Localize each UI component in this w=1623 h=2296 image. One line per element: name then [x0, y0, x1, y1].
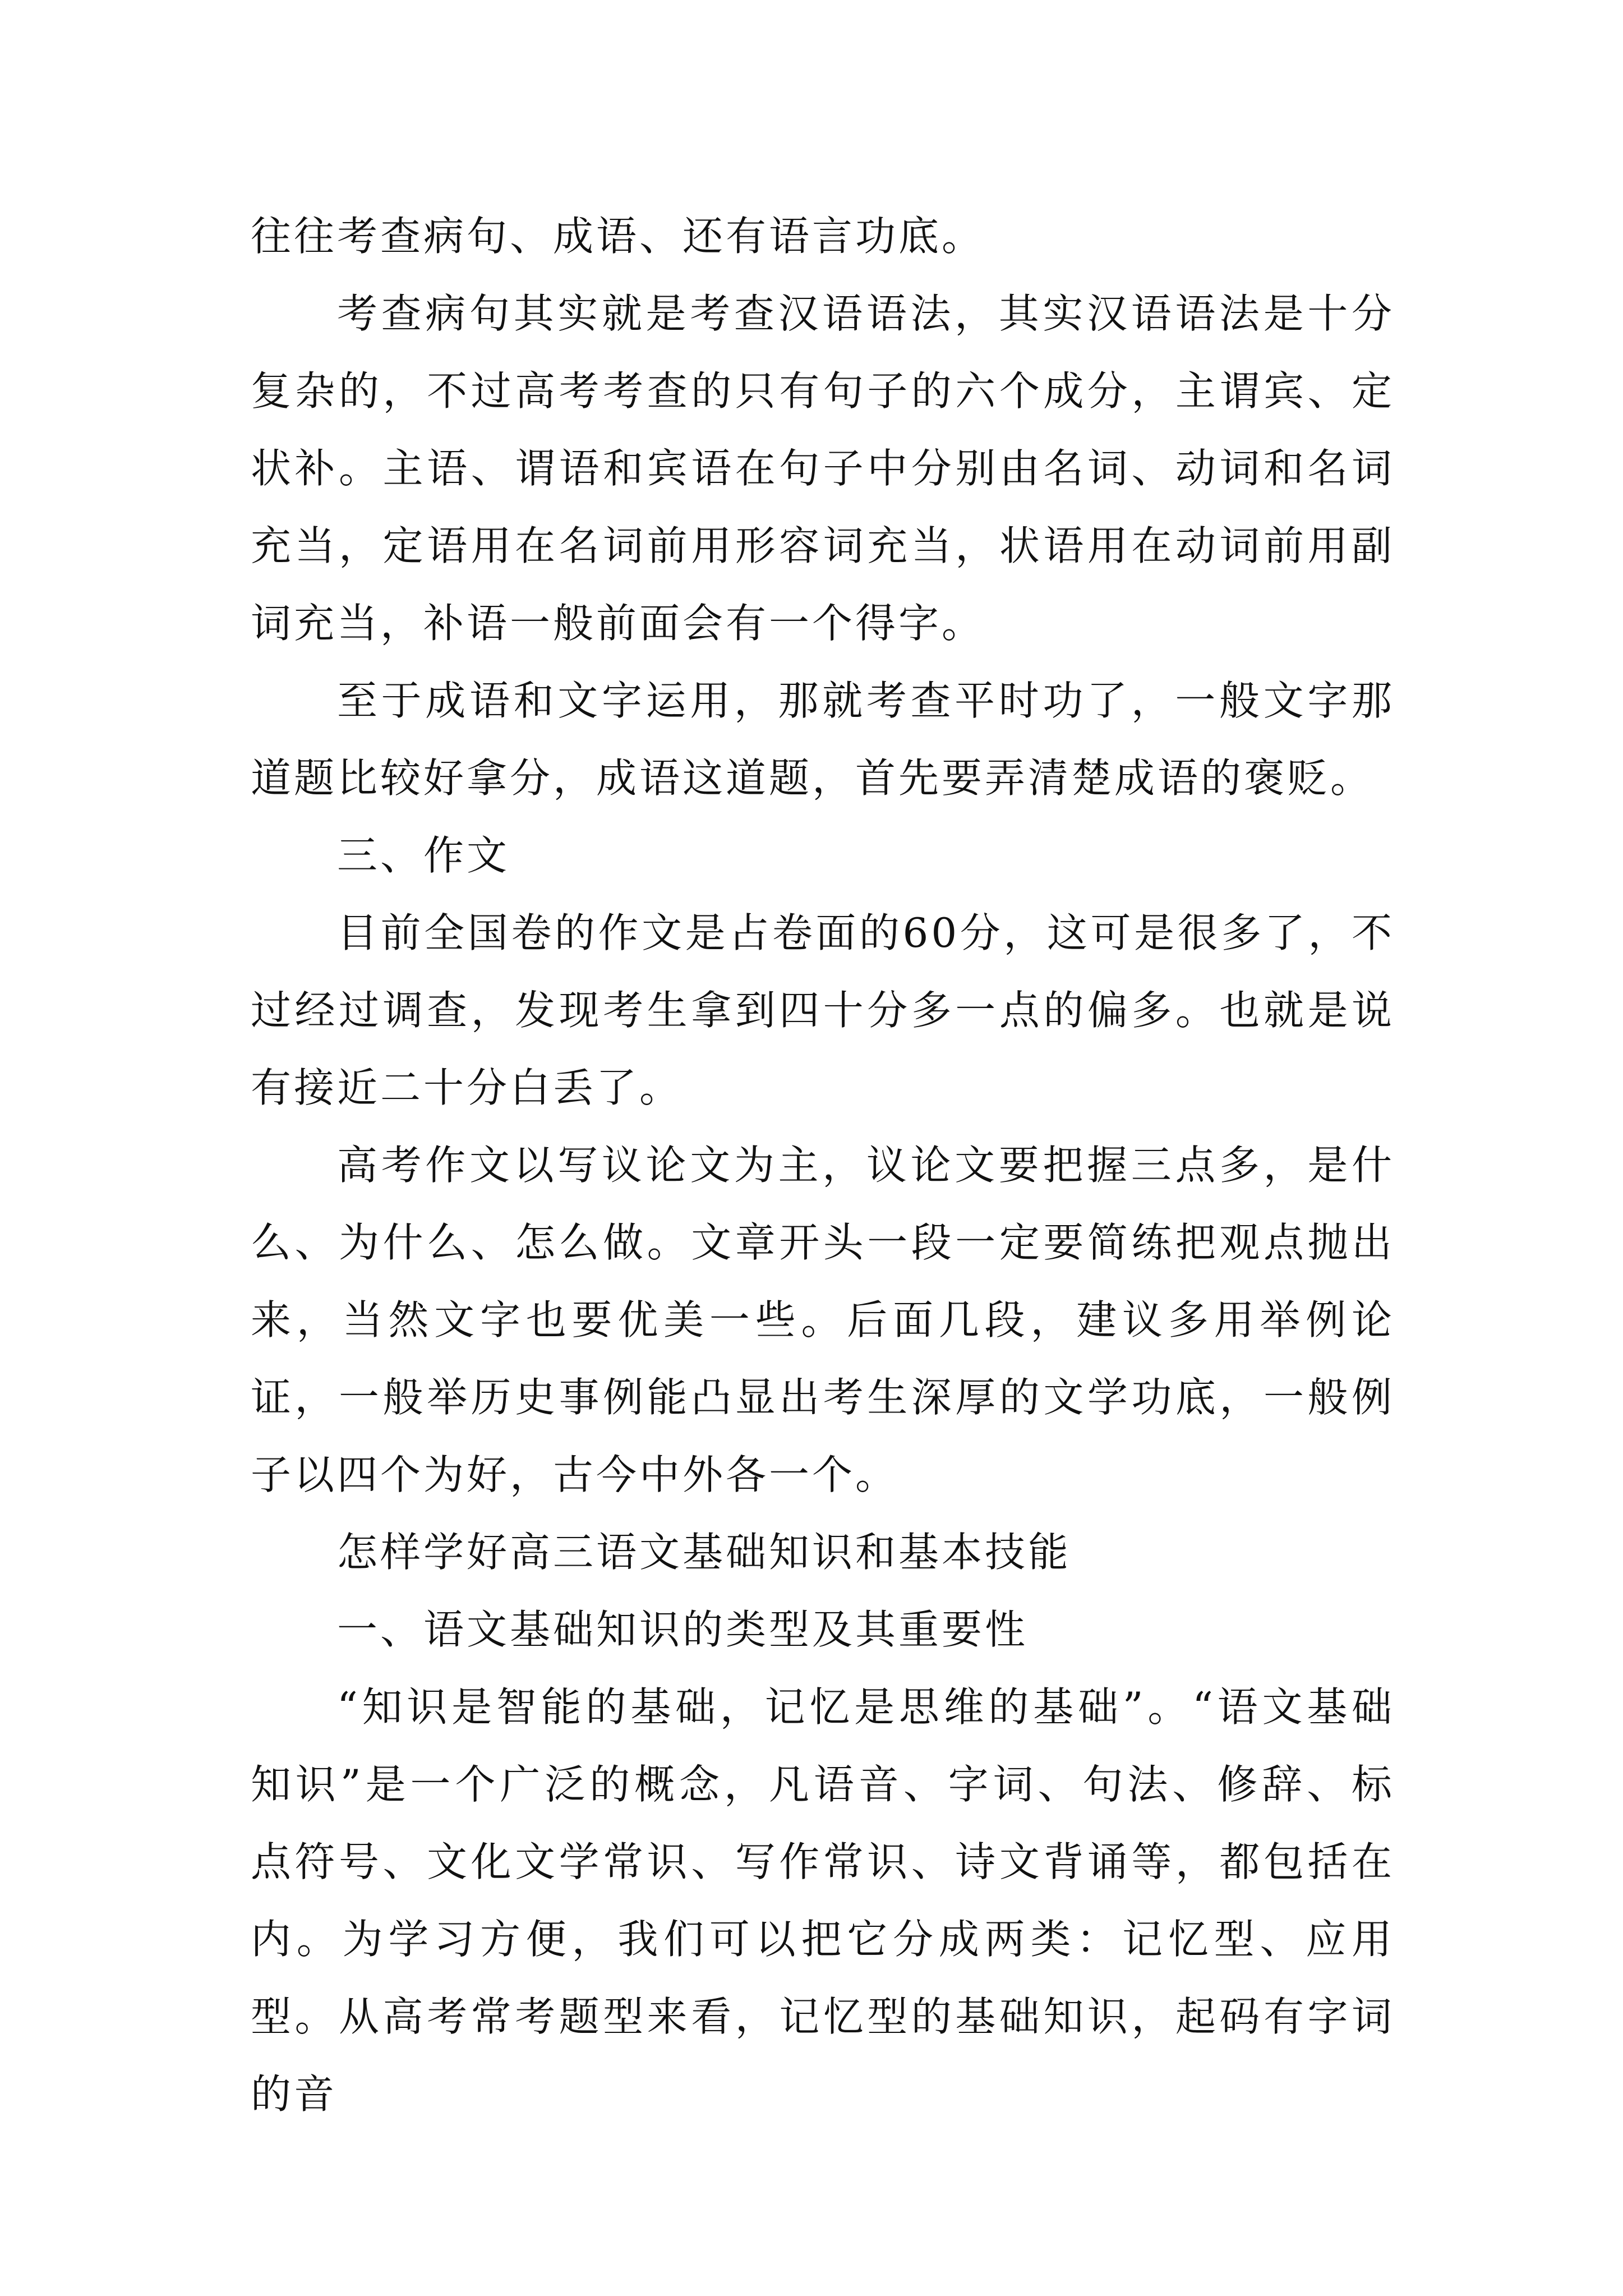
- document-body: [251, 197, 1395, 2133]
- article-title: 怎样学好高三语文基础知识和基本技能: [337, 1529, 1072, 1576]
- paragraph-1: 往往考查病句、成语、还有语言功底。: [251, 213, 985, 260]
- paragraph-3: 至于成语和文字运用，那就考查平时功了，一般文字那道题比较好拿分，成语这道题，首先要弄清楚成语的褒贬。: [251, 677, 1395, 802]
- section-heading-essay: 三、作文: [337, 832, 510, 879]
- section-heading-basics: 一、语文基础知识的类型及其重要性: [337, 1606, 1029, 1653]
- paragraph-2: 考查病句其实就是考查汉语语法，其实汉语语法是十分复杂的，不过高考考查的只有句子的六个成分，主谓宾、定状补。主语、谓语和宾语在句子中分别由名词、动词和名词充当，定语用在名词前用形容词充当，状语用在动词前用副词充当，补语一般前面会有一个得字。: [251, 290, 1395, 647]
- paragraph-5: 目前全国卷的作文是占卷面的60分，这可是很多了，不过经过调查，发现考生拿到四十分多一点的偏多。也就是说有接近二十分白丢了。: [251, 909, 1395, 1111]
- paragraph-6: 高考作文以写议论文为主，议论文要把握三点多，是什么、为什么、怎么做。文章开头一段一定要简练把观点抛出来，当然文字也要优美一些。后面几段，建议多用举例论证，一般举历史事例能凸显出考生深厚的文学功底，一般例子以四个为好，古今中外各一个。: [251, 1142, 1395, 1498]
- paragraph-9: “知识是智能的基础，记忆是思维的基础”。“语文基础知识”是一个广泛的概念，凡语音、字词、句法、修辞、标点符号、文化文学常识、写作常识、诗文背诵等，都包括在内。为学习方便，我们可以把它分成两类：记忆型、应用型。从高考常考题型来看，记忆型的基础知识，起码有字词的音: [251, 1683, 1395, 2118]
